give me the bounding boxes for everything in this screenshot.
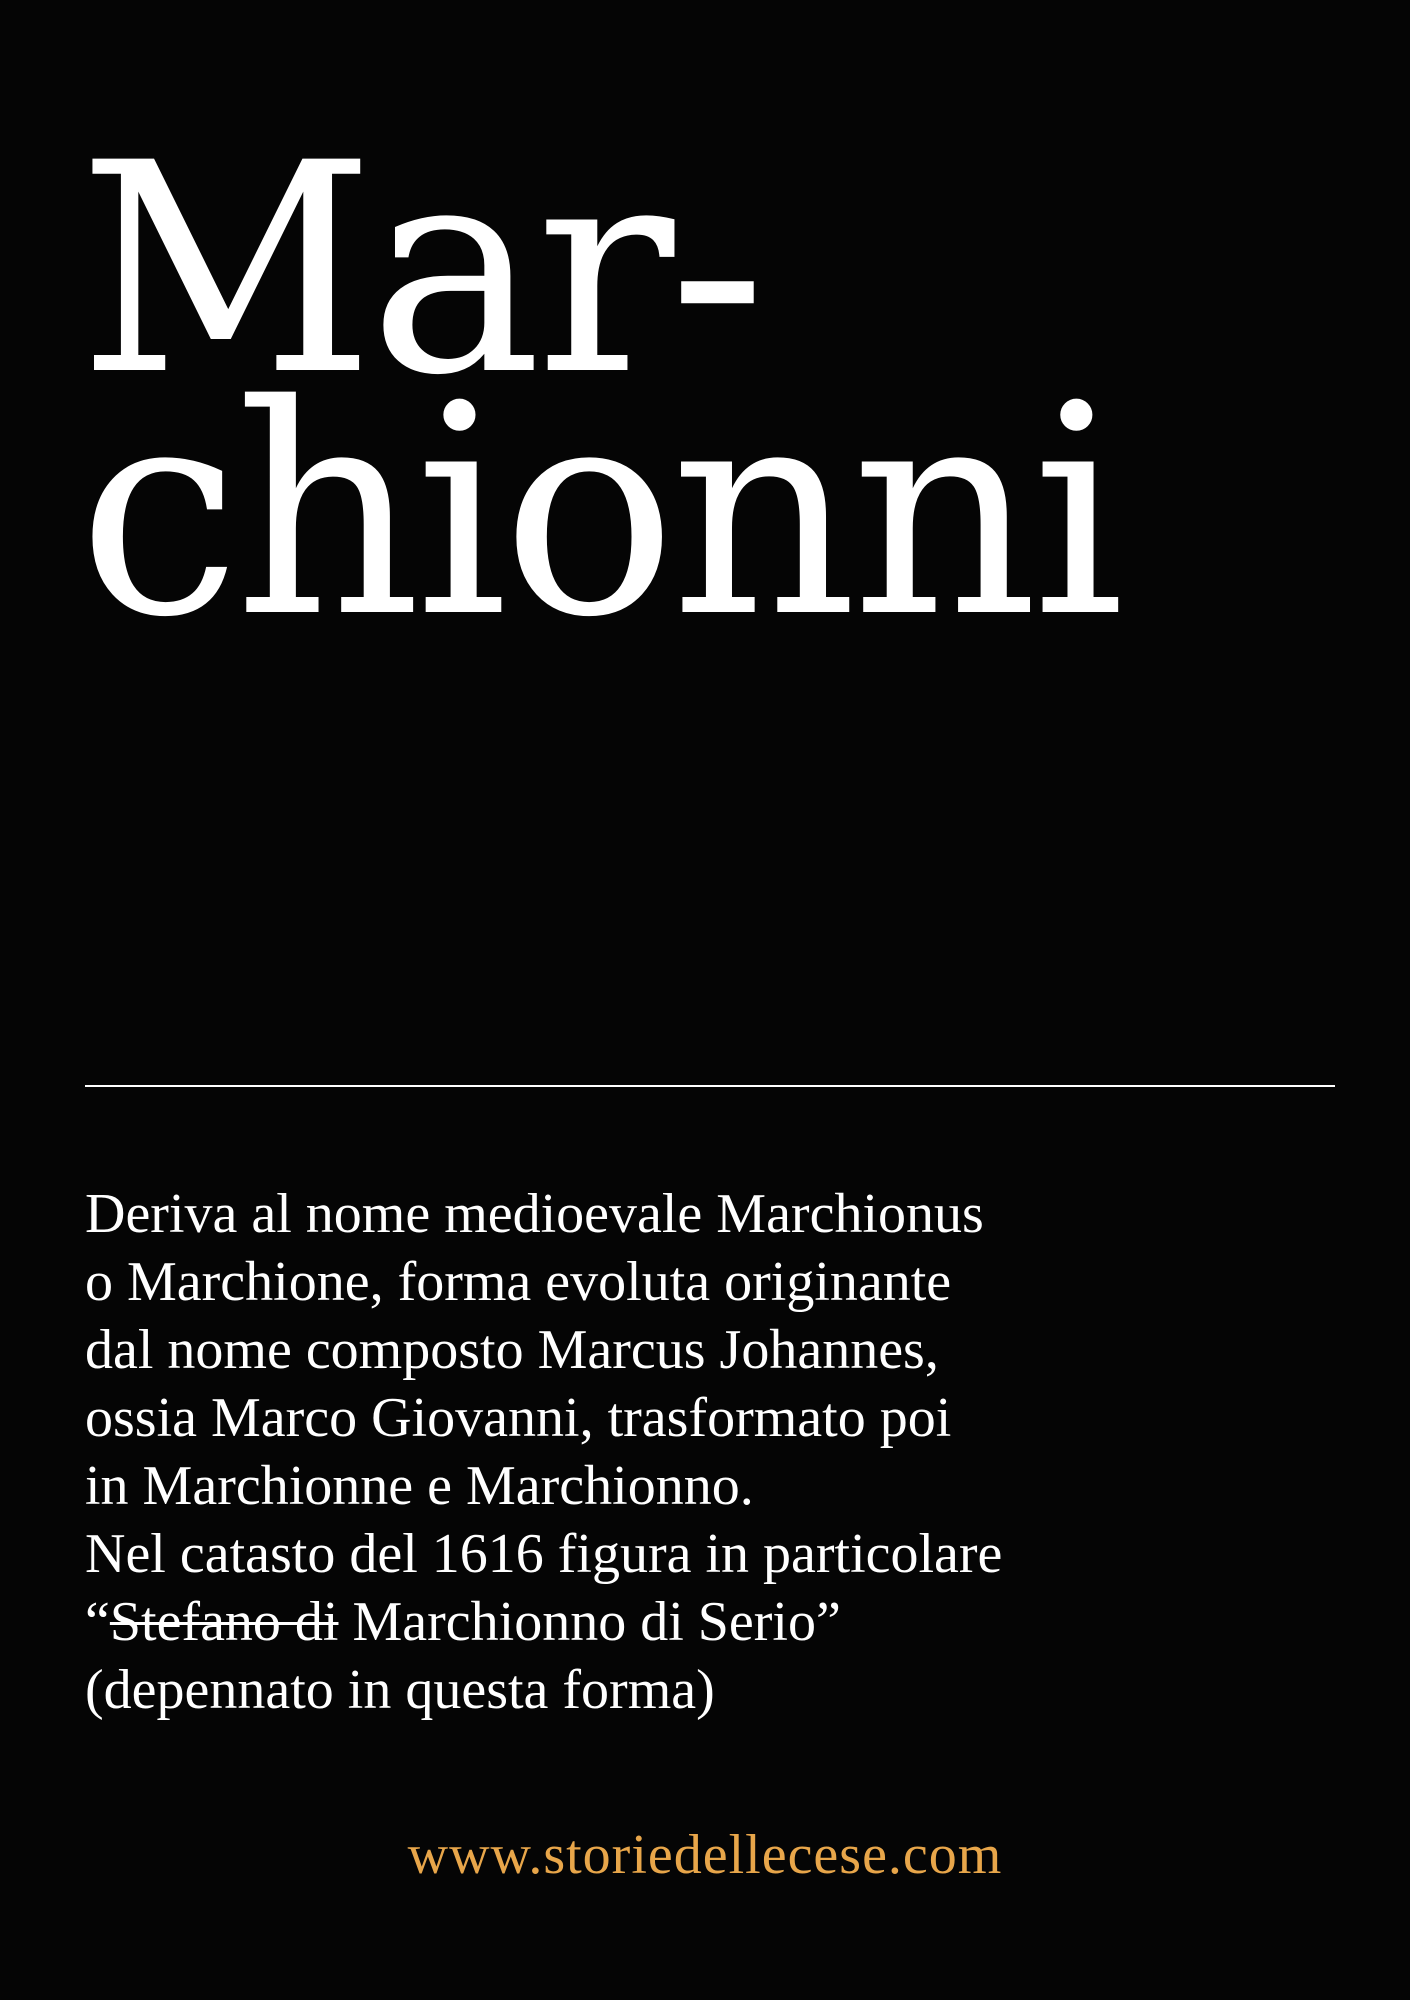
quote-rest: Marchionno di Serio” — [338, 1591, 841, 1653]
text-line: o Marchione, forma evoluta originante — [85, 1251, 952, 1313]
struck-text: Stefano di — [109, 1591, 339, 1653]
text-line: (depennato in questa forma) — [85, 1659, 715, 1721]
title-line-1: Mar- — [78, 102, 761, 439]
text-line: ossia Marco Giovanni, trasformato poi — [85, 1387, 952, 1449]
quote-line — [85, 1588, 1355, 1656]
divider-line — [85, 1085, 1335, 1087]
text-line: in Marchionne e Marchionno. — [85, 1455, 754, 1517]
etymology-text — [85, 1180, 1355, 1724]
surname-title — [78, 102, 1338, 681]
website-url[interactable]: www.storiedellecese.com — [407, 1824, 1003, 1886]
text-line: Deriva al nome medioevale Marchionus — [85, 1183, 984, 1245]
title-line-2: chionni — [78, 344, 1119, 681]
quote-open: “ — [85, 1591, 110, 1653]
text-line: dal nome composto Marcus Johannes, — [85, 1319, 939, 1381]
text-line: Nel catasto del 1616 figura in particolare — [85, 1523, 1003, 1585]
